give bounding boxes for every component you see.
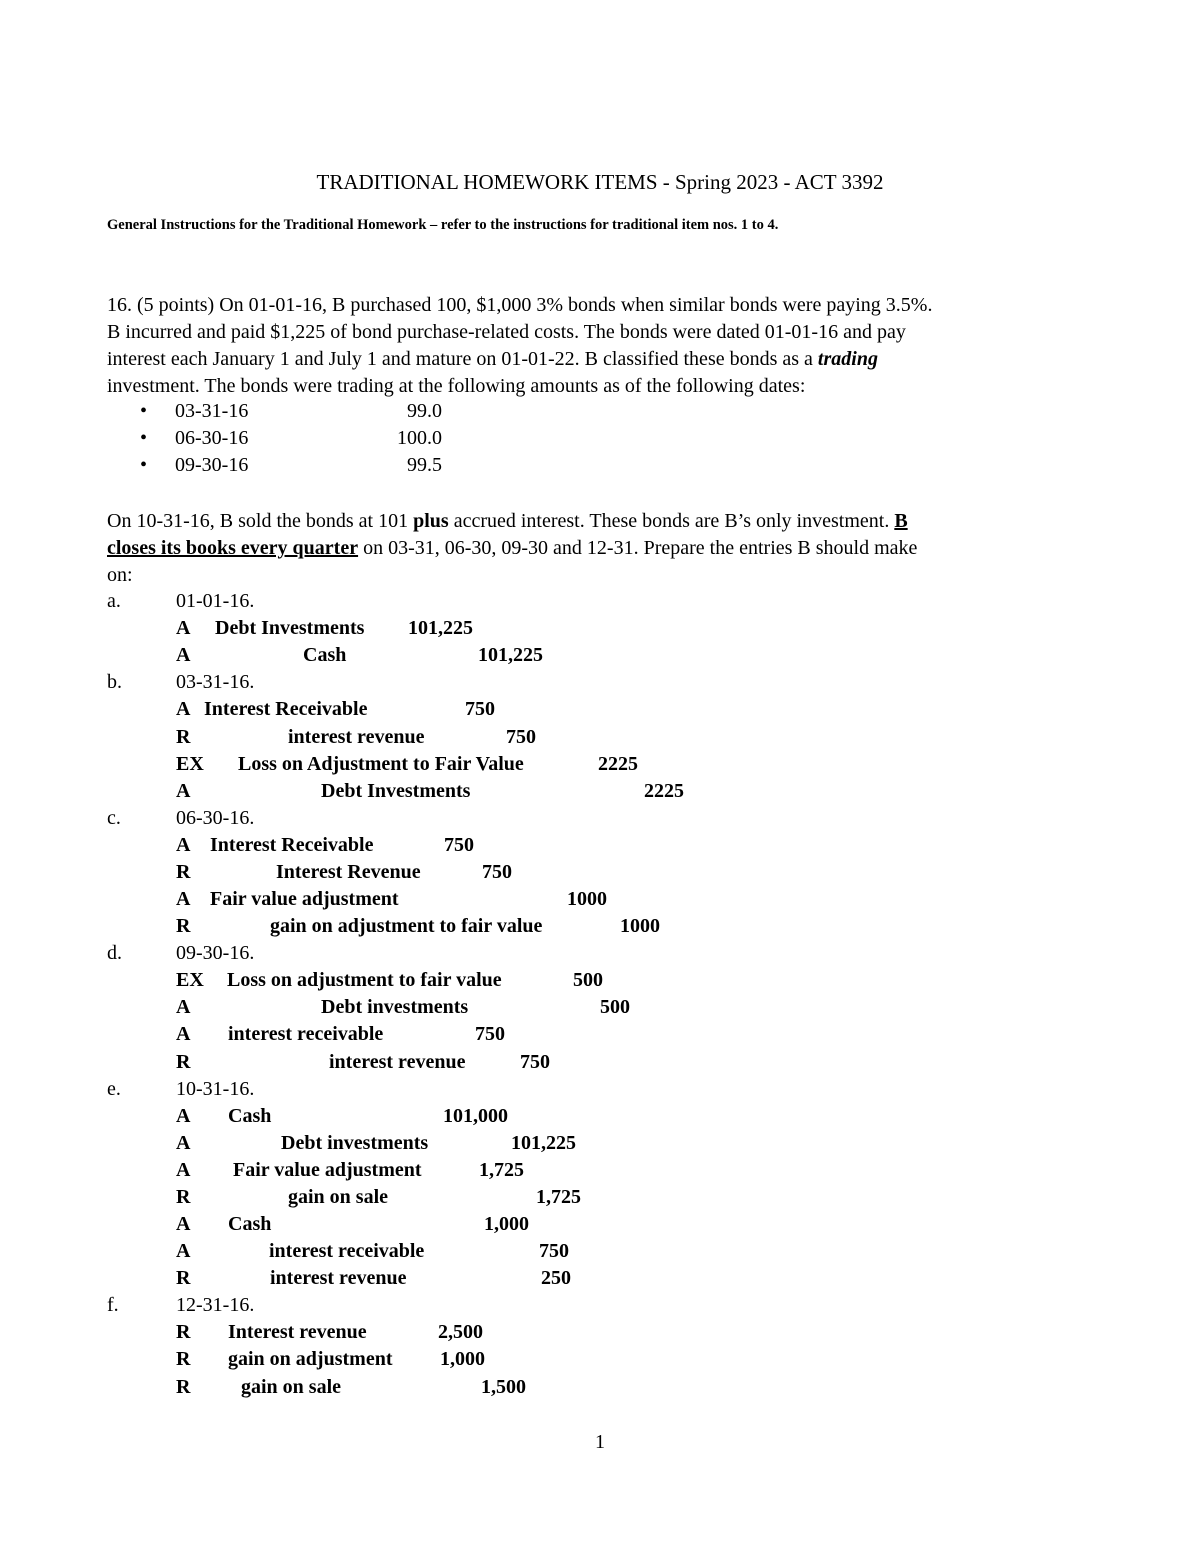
entry-account: Interest Receivable [210,834,374,856]
entry-code: A [176,1132,191,1154]
entry-amount: 750 [520,1051,550,1073]
entry-account: interest receivable [228,1023,384,1045]
entry-amount: 750 [482,861,512,883]
entry-account: interest revenue [329,1051,466,1073]
general-instructions: General Instructions for the Traditional Homework – refer to the instructions for traditional item nos. 1 to 4. [107,217,779,233]
problem-line-2: B incurred and paid $1,225 of bond purchase-related costs. The bonds were dated 01-01-16 and pay [107,321,906,343]
entry-amount: 1000 [620,915,660,937]
price-date: 06-30-16 [175,427,249,449]
entry-amount: 500 [600,996,630,1018]
sale-line-2 [107,535,917,562]
entry-code: R [176,1051,191,1073]
sale-text-a: On 10-31-16, B sold the bonds at 101 [107,510,414,532]
entry-account: Loss on Adjustment to Fair Value [238,753,524,775]
entry-amount: 101,225 [408,617,473,639]
entry-account: Debt Investments [215,617,365,639]
entry-amount: 2,500 [438,1321,483,1343]
entry-account: Interest revenue [228,1321,367,1343]
entry-amount: 101,000 [443,1105,508,1127]
part-date: 03-31-16. [176,671,255,693]
entry-code: A [176,888,191,910]
entry-code: R [176,1376,191,1398]
sale-text-e: on 03-31, 06-30, 09-30 and 12-31. Prepare the entries B should make [358,537,918,559]
entry-code: EX [176,753,204,775]
entry-account: gain on sale [288,1186,389,1208]
entry-account: Loss on adjustment to fair value [227,969,502,991]
entry-account: Debt investments [281,1132,429,1154]
entry-account: Fair value adjustment [233,1159,422,1181]
entry-code: A [176,1213,191,1235]
entry-amount: 1,725 [479,1159,524,1181]
closing-emphasis: closes its books every quarter [107,537,359,559]
entry-code: R [176,1186,191,1208]
closing-emphasis-start: B [894,510,908,532]
entry-amount: 1,000 [440,1348,485,1370]
price-date: 09-30-16 [175,454,249,476]
part-date: 06-30-16. [176,807,255,829]
part-date: 10-31-16. [176,1078,255,1100]
entry-amount: 1,500 [481,1376,526,1398]
price-value: 100.0 [397,427,442,449]
problem-line-1: 16. (5 points) On 01-01-16, B purchased 100, $1,000 3% bonds when similar bonds were paying 3.5%. [107,294,933,316]
price-date: 03-31-16 [175,400,249,422]
price-value: 99.5 [407,454,442,476]
problem-line-3 [107,346,878,373]
entry-amount: 750 [506,726,536,748]
entry-amount: 750 [444,834,474,856]
sale-line-3: on: [107,564,133,586]
problem-line-4: investment. The bonds were trading at the following amounts as of the following dates: [107,375,806,397]
part-date: 09-30-16. [176,942,255,964]
entry-amount: 500 [573,969,603,991]
entry-account: Debt Investments [321,780,471,802]
entry-code: R [176,861,191,883]
entry-code: A [176,1105,191,1127]
entry-amount: 1000 [567,888,607,910]
bullet-icon: • [140,427,148,449]
part-date: 01-01-16. [176,590,255,612]
entry-account: interest revenue [288,726,425,748]
price-value: 99.0 [407,400,442,422]
bullet-icon: • [140,400,148,422]
entry-amount: 750 [475,1023,505,1045]
entry-account: Cash [228,1213,272,1235]
document-title: TRADITIONAL HOMEWORK ITEMS - Spring 2023 - ACT 3392 [316,170,884,194]
entry-code: A [176,996,191,1018]
entry-code: A [176,780,191,802]
entry-account: gain on sale [241,1376,342,1398]
entry-code: A [176,1159,191,1181]
entry-account: gain on adjustment to fair value [270,915,543,937]
entry-amount: 1,000 [484,1213,529,1235]
entry-account: interest receivable [269,1240,425,1262]
sale-text-c: accrued interest. These bonds are B’s only investment. [448,510,895,532]
entry-account: Fair value adjustment [210,888,399,910]
entry-code: R [176,915,191,937]
entry-amount: 250 [541,1267,571,1289]
sale-line-1 [107,508,908,535]
entry-amount: 2225 [598,753,638,775]
entry-code: A [176,1240,191,1262]
bullet-icon: • [140,454,148,476]
entry-code: EX [176,969,204,991]
entry-account: Cash [303,644,347,666]
entry-code: R [176,1267,191,1289]
entry-amount: 101,225 [511,1132,576,1154]
entry-code: A [176,1023,191,1045]
part-letter: a. [107,590,121,612]
entry-code: A [176,617,191,639]
entry-amount: 750 [539,1240,569,1262]
part-letter: c. [107,807,121,829]
part-letter: d. [107,942,122,964]
entry-amount: 101,225 [478,644,543,666]
entry-code: A [176,644,191,666]
part-date: 12-31-16. [176,1294,255,1316]
entry-amount: 2225 [644,780,684,802]
plus-emphasis: plus [413,510,449,532]
part-letter: e. [107,1078,121,1100]
entry-code: R [176,1321,191,1343]
entry-account: Cash [228,1105,272,1127]
page-number: 1 [595,1431,605,1453]
entry-code: R [176,726,191,748]
trading-emphasis: trading [817,348,878,370]
entry-code: A [176,834,191,856]
entry-code: A [176,698,191,720]
entry-account: gain on adjustment [228,1348,393,1370]
entry-amount: 1,725 [536,1186,581,1208]
entry-account: Interest Revenue [276,861,421,883]
entry-code: R [176,1348,191,1370]
problem-line-3-text: interest each January 1 and July 1 and mature on 01-01-22. B classified these bonds as a [107,348,818,370]
entry-account: Interest Receivable [204,698,368,720]
entry-account: Debt investments [321,996,469,1018]
entry-account: interest revenue [270,1267,407,1289]
part-letter: f. [107,1294,119,1316]
entry-amount: 750 [465,698,495,720]
part-letter: b. [107,671,122,693]
